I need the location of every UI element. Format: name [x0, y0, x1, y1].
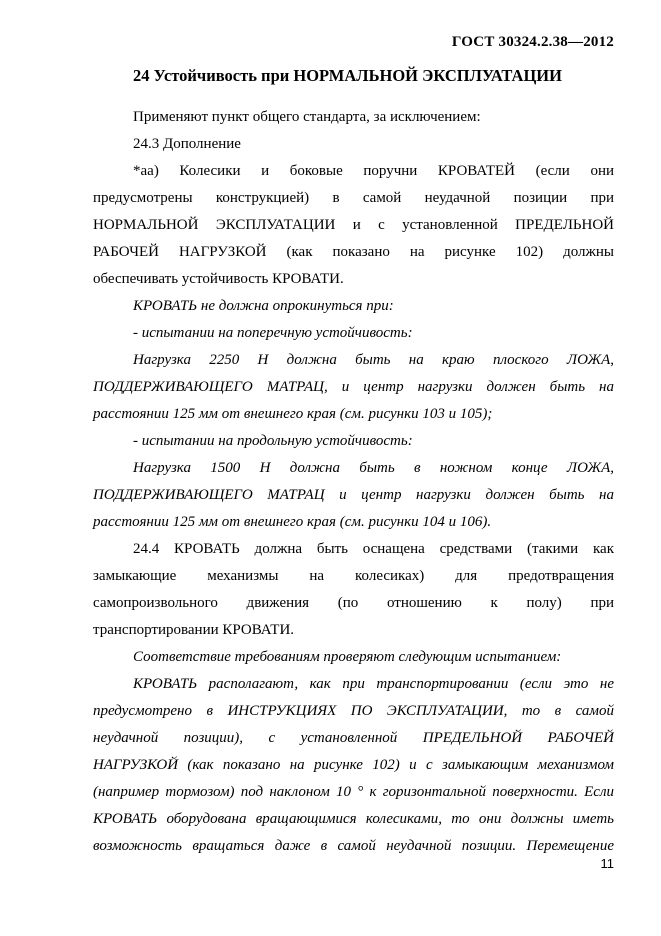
- text-line: Нагрузка 1500 Н должна быть в ножном конце ЛОЖА,: [133, 460, 614, 476]
- text-line: *аа) Колесики и боковые поручни КРОВАТЕЙ (если они: [133, 163, 614, 179]
- text-line: КРОВАТЬ оборудована вращающимися колесиками, то они должны иметь: [93, 811, 614, 827]
- text-line: (например тормозом) под наклоном 10 ° к горизонтальной поверхности. Если: [93, 784, 614, 800]
- text-line: Соответствие требованиям проверяют следующим испытанием:: [133, 649, 562, 665]
- text-line: замыкающие механизмы на колесиках) для предотвращения: [93, 568, 614, 584]
- text-line: ПОДДЕРЖИВАЮЩЕГО МАТРАЦ и центр нагрузки должен быть на: [93, 487, 614, 503]
- document-body: [93, 104, 614, 860]
- text-line: КРОВАТЬ располагают, как при транспортировании (если это не: [133, 676, 614, 692]
- document-standard-header: ГОСТ 30324.2.38—2012: [451, 34, 614, 50]
- text-line: - испытании на поперечную устойчивость:: [133, 325, 413, 341]
- text-line: Нагрузка 2250 Н должна быть на краю плоского ЛОЖА,: [133, 352, 614, 368]
- text-line: возможность вращаться даже в самой неудачной позиции. Перемещение: [93, 838, 614, 854]
- text-line: ПОДДЕРЖИВАЮЩЕГО МАТРАЦ, и центр нагрузки должен быть на: [93, 379, 614, 395]
- text-line: предусмотрены конструкцией) в самой неудачной позиции при: [93, 190, 614, 206]
- text-line: КРОВАТЬ не должна опрокинуться при:: [133, 298, 394, 314]
- text-line: самопроизвольного движения (по отношению к полу) при: [93, 595, 614, 611]
- text-line: Применяют пункт общего стандарта, за исключением:: [133, 109, 481, 125]
- text-line: расстоянии 125 мм от внешнего края (см. рисунки 103 и 105);: [93, 406, 493, 422]
- text-line: НАГРУЗКОЙ (как показано на рисунке 102) и с замыкающим механизмом: [93, 757, 614, 773]
- text-line: НОРМАЛЬНОЙ ЭКСПЛУАТАЦИИ и с установленной ПРЕДЕЛЬНОЙ: [93, 217, 614, 233]
- text-line: - испытании на продольную устойчивость:: [133, 433, 413, 449]
- text-line: РАБОЧЕЙ НАГРУЗКОЙ (как показано на рисунке 102) должны: [93, 244, 614, 260]
- text-line: неудачной позиции), с установленной ПРЕДЕЛЬНОЙ РАБОЧЕЙ: [93, 730, 614, 746]
- text-line: 24.4 КРОВАТЬ должна быть оснащена средствами (такими как: [133, 541, 614, 557]
- text-line: транспортировании КРОВАТИ.: [93, 622, 295, 638]
- text-line: обеспечивать устойчивость КРОВАТИ.: [93, 271, 344, 287]
- page-number: 11: [600, 856, 614, 871]
- section-title: 24 Устойчивость при НОРМАЛЬНОЙ ЭКСПЛУАТАЦИИ: [133, 66, 562, 85]
- text-line: расстоянии 125 мм от внешнего края (см. рисунки 104 и 106).: [93, 514, 492, 530]
- text-line: 24.3 Дополнение: [133, 136, 241, 152]
- text-line: предусмотрено в ИНСТРУКЦИЯХ ПО ЭКСПЛУАТАЦИИ, то в самой: [93, 703, 614, 719]
